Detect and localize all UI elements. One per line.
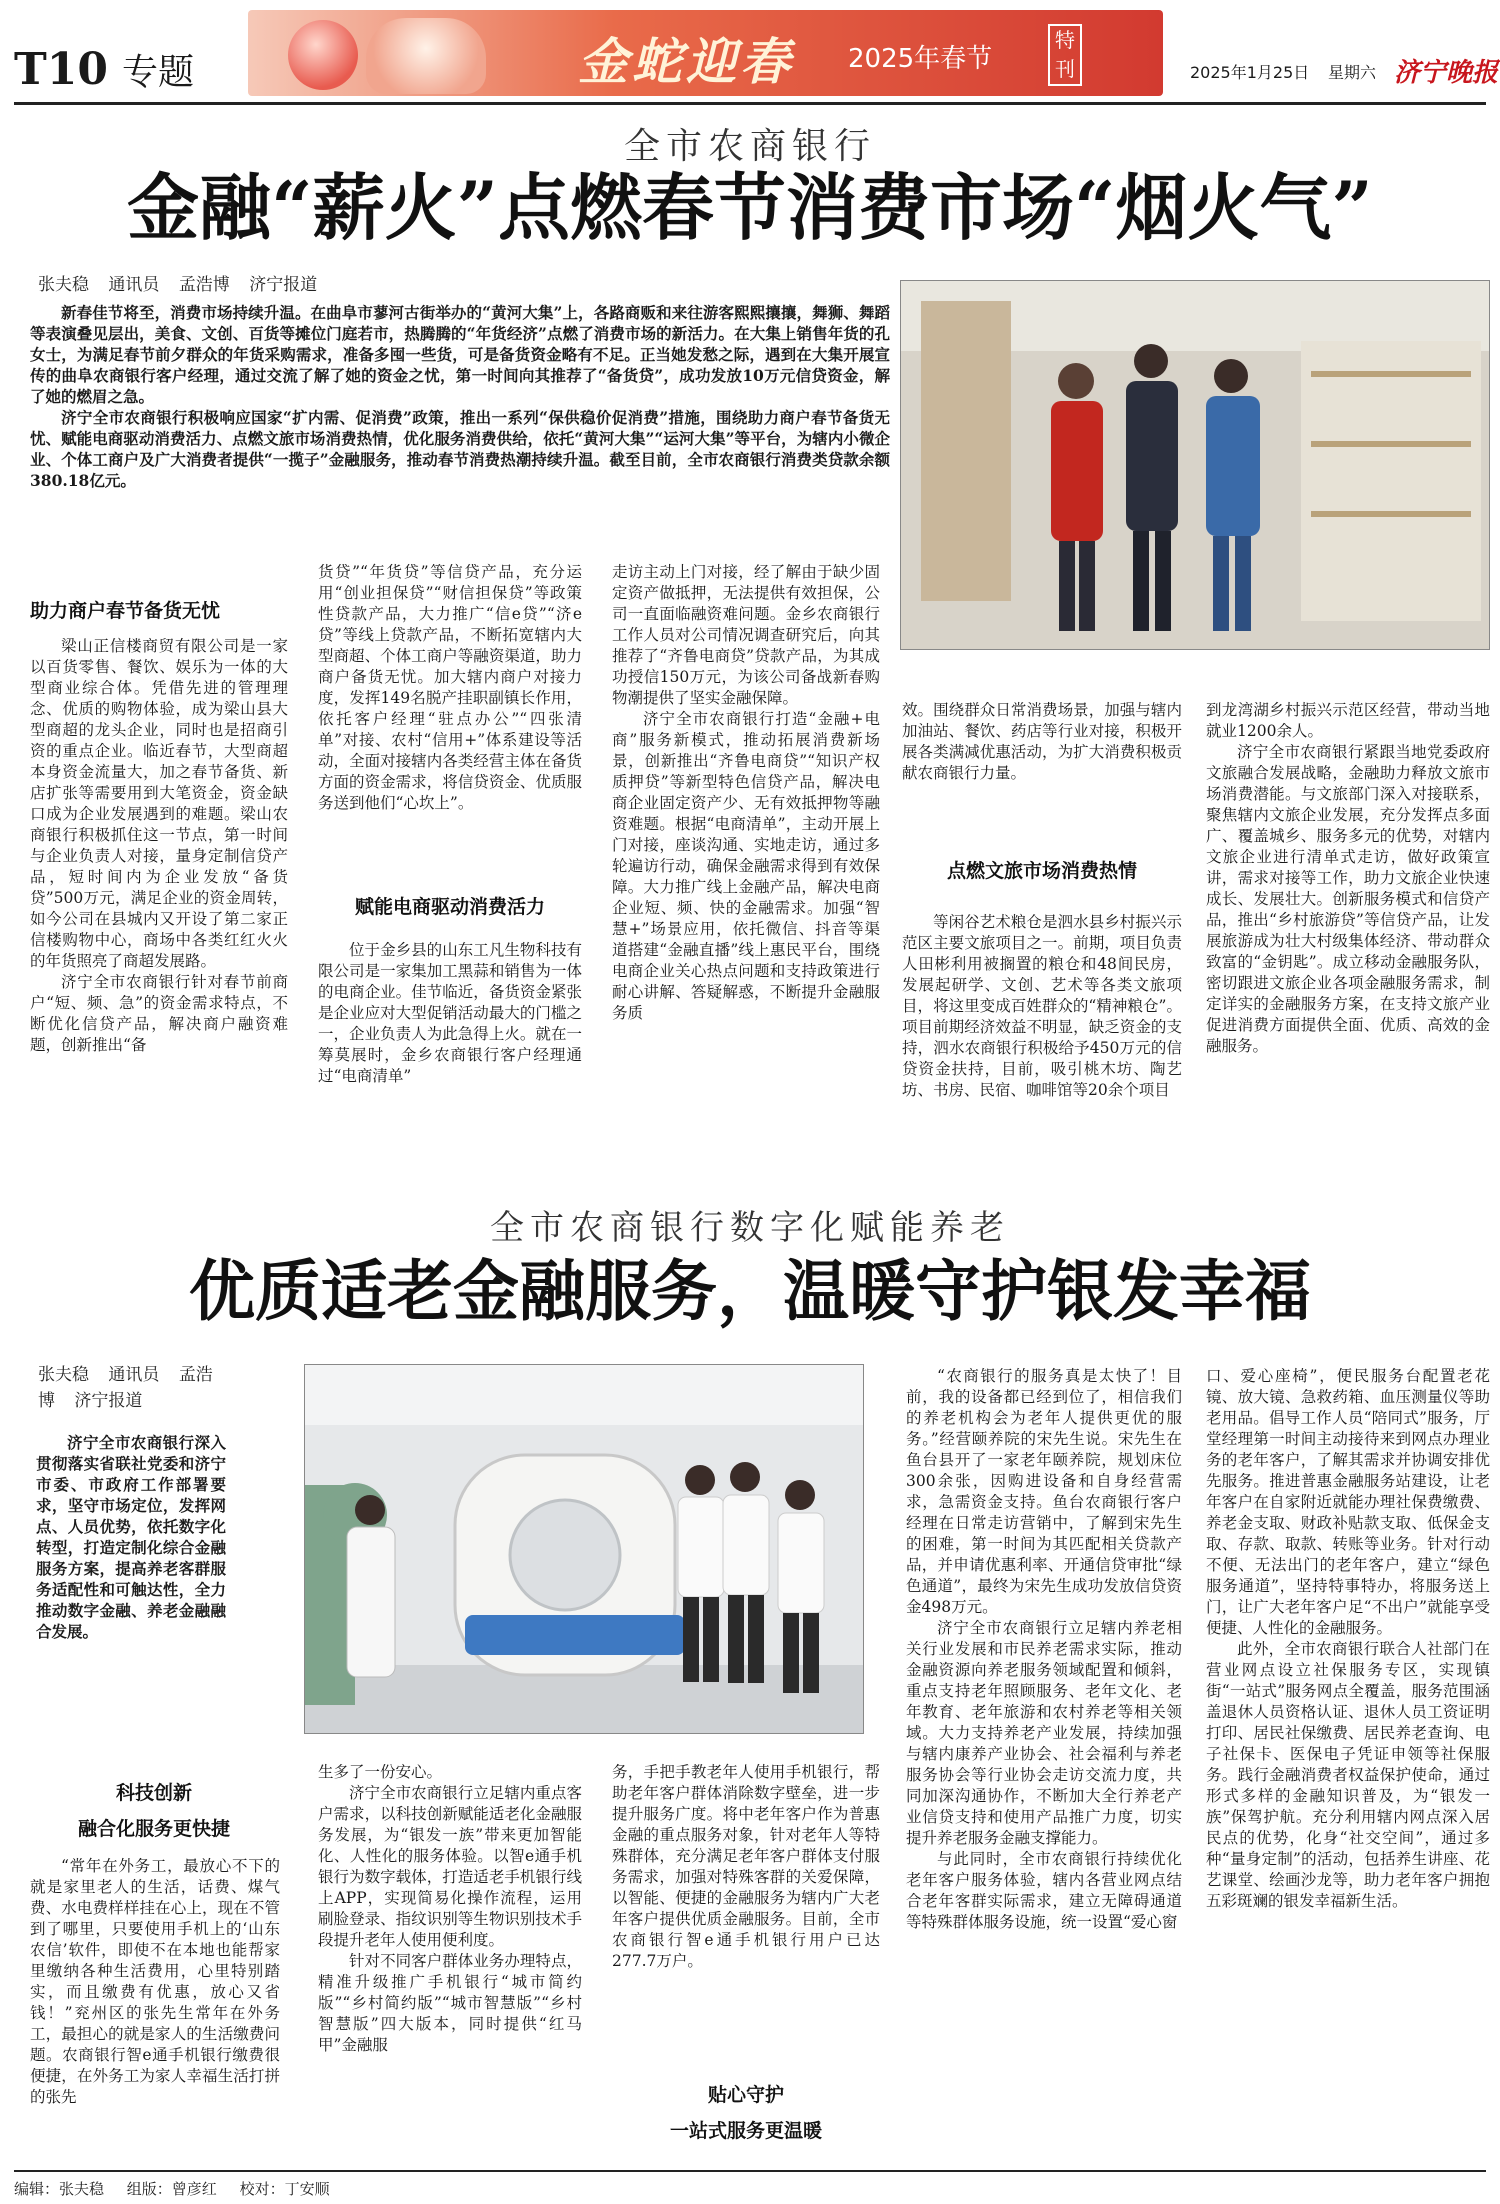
body-paragraph: 济宁全市农商银行立足辖内养老相关行业发展和市民养老需求实际，推动金融资源向养老服务领域配置和倾斜，重点支持老年照顾服务、老年文化、老年教育、老年旅游和农村养老等相关领域。大力支持养老产业发展，持续加强与辖内康养产业协会、社会福利与养老服务协会等行业协会走访交流力度，共同加深沟通协作，不断加大全行养老产业信贷支持和使用产品推广力度，切实提升养老服务金融支撑能力。 [906,1619,1182,1847]
article1-column-5 [1206,700,1490,1176]
article1-kicker: 全市农商银行 [623,126,876,167]
body-paragraph: 货贷”“年货贷”等信贷产品，充分运用“创业担保贷”“财信担保贷”等政策性贷款产品，大力推广“信e贷”“济e贷”等线上贷款产品，不断拓宽辖内大型商超、个体工商户等融资渠道，助力商户备货无忧。加大辖内商户对接力度，发挥149名脱产挂职副镇长作用，依托客户经理“驻点办公”“四张清单”对接、农村“信用+”体系建设等活动，全面对接辖内各类经营主体在备货方面的资金需求，将信贷资金、优质服务送到他们“心坎上”。 [318,563,582,812]
body-paragraph: 济宁全市农商银行紧跟当地党委政府文旅融合发展战略，金融助力释放文旅市场消费潜能。与文旅部门深入对接联系，聚焦辖内文旅企业发展，充分发挥点多面广、覆盖城乡、服务多元的优势，对辖内文旅企业进行清单式走访，做好政策宣讲，需求对接等工作，助力文旅企业快速成长、发展壮大。创新服务模式和信贷产品，推出“乡村旅游贷”等信贷产品，让发展旅游成为壮大村级集体经济、带动群众致富的“金钥匙”。成立移动金融服务队，密切跟进文旅企业各项金融服务需求，制定详实的金融服务方案，在支持文旅产业促进消费方面提供全面、优质、高效的金融服务。 [1206,743,1490,1055]
article2-column-4 [906,1366,1182,2162]
article2-lead [36,1432,226,1752]
header-rule [14,102,1486,105]
article1-column-1 [30,636,288,1176]
article1-column-4b [902,912,1182,1176]
article2-photo [304,1364,864,1734]
snake-mascot-illustration [366,18,486,94]
article1-byline [38,270,438,295]
article2-subhead-care-1: 贴心守护 [707,2084,784,2106]
article2-headline: 优质适老金融服务，温暖守护银发幸福 [189,1252,1311,1330]
footer-rule [14,2170,1486,2172]
body-paragraph: 到龙湾湖乡村振兴示范区经营，带动当地就业1200余人。 [1206,701,1490,740]
page-label [14,44,234,100]
lion-drum-illustration [288,20,358,90]
body-paragraph: 位于金乡县的山东工凡生物科技有限公司是一家集加工黑蒜和销售为一体的电商企业。佳节临近，备货资金紧张是企业应对大型促销活动最大的门槛之一，企业负责人为此急得上火。就在一筹莫展时，金乡农商银行客户经理通过“电商清单” [318,941,582,1085]
body-paragraph: “常年在外务工，最放心不下的就是家里老人的生活，话费、煤气费、水电费样样挂在心上，现在不管到了哪里，只要使用手机上的‘山东农信’软件，即使不在本地也能帮家里缴纳各种生活费用，心里特别踏实，而且缴费有优惠，放心又省钱！”兖州区的张先生常年在外务工，最担心的就是家人的生活缴费问题。农商银行智e通手机银行缴费很便捷，在外务工为家人幸福生活打拼的张先 [30,1857,280,2106]
byline-location: 济宁报道 [74,1391,143,1411]
body-paragraph: 梁山正信楼商贸有限公司是一家以百货零售、餐饮、娱乐为一体的大型商业综合体。凭借先进的管理理念、优质的购物体验，成为梁山县大型商超的龙头企业，同时也是招商引资的重点企业。临近春节，大型商超本身资金流量大，加之春节备货、新店扩张等需要用到大笔资金，资金缺口成为企业发展遇到的难题。梁山农商银行积极抓住这一节点，第一时间与企业负责人对接，量身定制信贷产品，短时间内为企业发放“备货贷”500万元，满足企业的资金周转，如今公司在县城内又开设了第二家正信楼购物中心，商场中各类红红火火的年货照亮了商超发展路。 [30,637,288,970]
body-paragraph: 与此同时，全市农商银行持续优化老年客户服务体验，辖内各营业网点结合老年客群实际需求，建立无障碍通道等特殊群体服务设施，统一设置“爱心窗 [906,1850,1182,1931]
bank-staff-in-store-photo [901,281,1490,650]
article1-column-4 [902,700,1182,820]
body-paragraph: 生多了一份安心。 [318,1763,443,1781]
body-paragraph: 口、爱心座椅”，便民服务台配置老花镜、放大镜、急救药箱、血压测量仪等助老用品。倡导工作人员“陪同式”服务，厅堂经理第一时间主动接待来到网点办理业务的老年客户，了解其需求并协调安排优先服务。推进普惠金融服务站建设，让老年客户在自家附近就能办理社保费缴费、养老金支取、财政补贴款支取、低保金支取、存款、取款、转账等业务。针对行动不便、无法出门的老年客户，建立“绿色服务通道”，坚持特事特办，将服务送上门，让广大老年客户足“不出户”就能享受便捷、人性化的金融服务。 [1206,1367,1490,1637]
article1-headline: 金融“薪火”点燃春节消费市场“烟火气” [127,165,1373,250]
page-section: 专题 [121,52,194,93]
newspaper-logo: 济宁晚报 [1394,58,1499,88]
article2-column-2 [318,1762,582,2162]
credit-layout: 组版：曾彦红 [126,2180,217,2198]
body-paragraph: 济宁全市农商银行针对春节前商户“短、频、急”的资金需求特点，不断优化信贷产品，解决商户融资难题，创新推出“备 [30,973,288,1054]
byline-correspondent: 孟浩博 [178,275,230,295]
banner-subtitle: 2025年春节 [848,44,993,74]
article1-column-2b [318,940,582,1176]
body-paragraph: 等闲谷艺术粮仓是泗水县乡村振兴示范区主要文旅项目之一。前期，项目负责人田彬利用被搁置的粮仓和48间民房，发展起研学、文创、艺术等各类文旅项目，将这里变成百姓群众的“精神粮仓”。项目前期经济效益不明显，缺乏资金的支持，泗水农商银行积极给予450万元的信贷资金扶持，目前，吸引桃木坊、陶艺坊、书房、民宿、咖啡馆等20余个项目 [902,913,1182,1099]
credit-proof: 校对：丁安顺 [239,2180,330,2198]
article1-subhead-stocking: 助力商户春节备货无忧 [30,600,221,622]
body-paragraph: 走访主动上门对接，经了解由于缺少固定资产做抵押，无法提供有效担保，公司一直面临融资难问题。金乡农商银行工作人员对公司情况调查研究后，向其推荐了“齐鲁电商贷”贷款产品，为其成功授信150万元，为该公司备战新春购物潮提供了坚实金融保障。 [612,563,880,707]
body-paragraph: 效。围绕群众日常消费场景，加强与辖内加油站、餐饮、药店等行业对接，积极开展各类满减优惠活动，为扩大消费积极贡献农商银行力量。 [902,701,1182,782]
medical-equipment-visit-photo [305,1365,864,1734]
byline-reporter: 张夫稳 [38,1365,89,1385]
article2-subhead-tech-2: 融合化服务更快捷 [77,1818,230,1840]
body-paragraph: 济宁全市农商银行打造“金融+电商”服务新模式，推动拓展消费新场景，创新推出“齐鲁电商贷”“知识产权质押贷”等新型特色信贷产品，解决电商企业固定资产少、无有效抵押物等融资难题。根据“电商清单”，主动开展上门对接，座谈沟通、实地走访，通过多轮遍访行动，确保金融需求得到有效保障。大力推广线上金融产品，解决电商企业短、频、快的金融需求。加强“智慧+”场景应用，依托微信、抖音等渠道搭建“金融直播”线上惠民平台，围绕电商企业关心热点问题和支持政策进行耐心讲解、答疑解惑，不断提升金融服务质 [612,710,880,1022]
article1-lead [30,302,890,558]
article2-column-5 [1206,1366,1490,2162]
lead-paragraph: 济宁全市农商银行积极响应国家“扩内需、促消费”政策，推出一系列“保供稳价促消费”措施，围绕助力商户春节备货无忧、赋能电商驱动消费活力、点燃文旅市场消费热情，优化服务消费供给，依托“黄河大集”“运河大集”等平台，为辖内小微企业、个体工商户及广大消费者提供“一揽子”金融服务，推动春节消费热潮持续升温。截至目前，全市农商银行消费类贷款余额380.18亿元。 [30,408,890,490]
article2-byline [38,1362,238,1414]
byline-reporter: 张夫稳 [38,275,89,295]
article2-kicker: 全市农商银行数字化赋能养老 [490,1208,1010,1248]
body-paragraph: “农商银行的服务真是太快了！目前，我的设备都已经到位了，相信我们的养老机构会为老年人提供更优的服务。”经营颐养院的宋先生说。宋先生在鱼台县开了一家老年颐养院，规划床位300余张，因购进设备和自身经营需求，急需资金支持。鱼台农商银行客户经理在日常走访营销中，了解到宋先生的困难，第一时间为其匹配相关贷款产品，并申请优惠利率、开通信贷审批“绿色通道”，最终为宋先生成功发放信贷资金498万元。 [906,1367,1182,1616]
byline-role: 通讯员 [108,275,160,295]
article2-column-1 [30,1856,280,2162]
lead-paragraph: 济宁全市农商银行深入贯彻落实省联社党委和济宁市委、市政府工作部署要求，坚守市场定位，发挥网点、人员优势，依托数字化转型，打造定制化综合金融服务方案，提高养老客群服务适配性和可触达性，全力推动数字金融、养老金融融合发展。 [36,1433,226,1641]
page-number: T10 [14,44,108,95]
article2-subhead-tech-1: 科技创新 [115,1782,192,1804]
article1-column-2 [318,562,582,882]
byline-location: 济宁报道 [249,275,318,295]
article1-subhead-ecommerce: 赋能电商驱动消费活力 [354,896,545,918]
article1-column-3 [612,562,880,1176]
body-paragraph: 济宁全市农商银行立足辖内重点客户需求，以科技创新赋能适老化金融服务发展，为“银发一族”带来更加智能化、人性化的服务体验。以智e通手机银行为数字载体，打造适老手机银行线上APP，实现简易化操作流程，运用刷脸登录、指纹识别等生物识别技术手段提升老年人使用便利度。 [318,1784,582,1949]
banner-tag: 特刊 [1048,24,1082,86]
byline-role: 通讯员 [108,1365,160,1385]
lead-paragraph: 新春佳节将至，消费市场持续升温。在曲阜市蓼河古街举办的“黄河大集”上，各路商贩和来往游客熙熙攘攘，舞狮、舞蹈等表演叠见层出，美食、文创、百货等摊位门庭若市，热腾腾的“年货经济”点燃了消费市场的新活力。在大集上销售年货的孔女士，为满足春节前夕群众的年货采购需求，准备多囤一些货，可是备货资金略有不足。正当她发愁之际，遇到在大集开展宣传的曲阜农商银行客户经理，通过交流了解了她的资金之忧，第一时间向其推荐了“备货贷”，成功发放10万元信贷资金，解了她的燃眉之急。 [30,303,890,406]
festival-banner [248,10,1163,96]
article1-photo [900,280,1490,650]
body-paragraph: 务，手把手教老年人使用手机银行，帮助老年客户群体消除数字壁垒，进一步提升服务广度。将中老年客户作为普惠金融的重点服务对象，针对老年人等特殊群体，充分满足老年客户群体支付服务需求，加强对特殊客群的关爱保障，以智能、便捷的金融服务为辖内广大老年客户提供优质金融服务。目前，全市农商银行智e通手机银行用户已达277.7万户。 [612,1763,880,1970]
issue-date: 2025年1月25日 [1190,63,1310,82]
body-paragraph: 针对不同客户群体业务办理特点，精准升级推广手机银行“城市简约版”“乡村简约版”“城市智慧版”“乡村智慧版”四大版本，同时提供“红马甲”金融服 [318,1952,582,2054]
byline-correspondent: 孟浩博 [38,1365,213,1411]
credits-line [14,2178,514,2199]
credit-editor: 编辑：张夫稳 [14,2180,105,2198]
body-paragraph: 此外，全市农商银行联合人社部门在营业网点设立社保服务专区，实现镇街“一站式”服务网点全覆盖，服务范围涵盖退休人员资格认证、退休人员工资证明打印、居民社保缴费、居民养老查询、电子社保卡、医保电子凭证申领等社保服务。践行金融消费者权益保护使命，通过形式多样的金融知识普及，为“银发一族”保驾护航。充分利用辖内网点深入居民点的优势，化身“社交空间”，通过多种“量身定制”的活动，包括养生讲座、花艺课堂、绘画沙龙等，助力老年客户拥抱五彩斑斓的银发幸福新生活。 [1206,1640,1490,1910]
issue-weekday: 星期六 [1328,63,1377,82]
article2-column-3 [612,1762,880,2072]
article1-subhead-culture-tourism: 点燃文旅市场消费热情 [946,860,1137,882]
banner-title: 金蛇迎春 [578,32,794,91]
article2-subhead-care-2: 一站式服务更温暖 [669,2120,822,2142]
